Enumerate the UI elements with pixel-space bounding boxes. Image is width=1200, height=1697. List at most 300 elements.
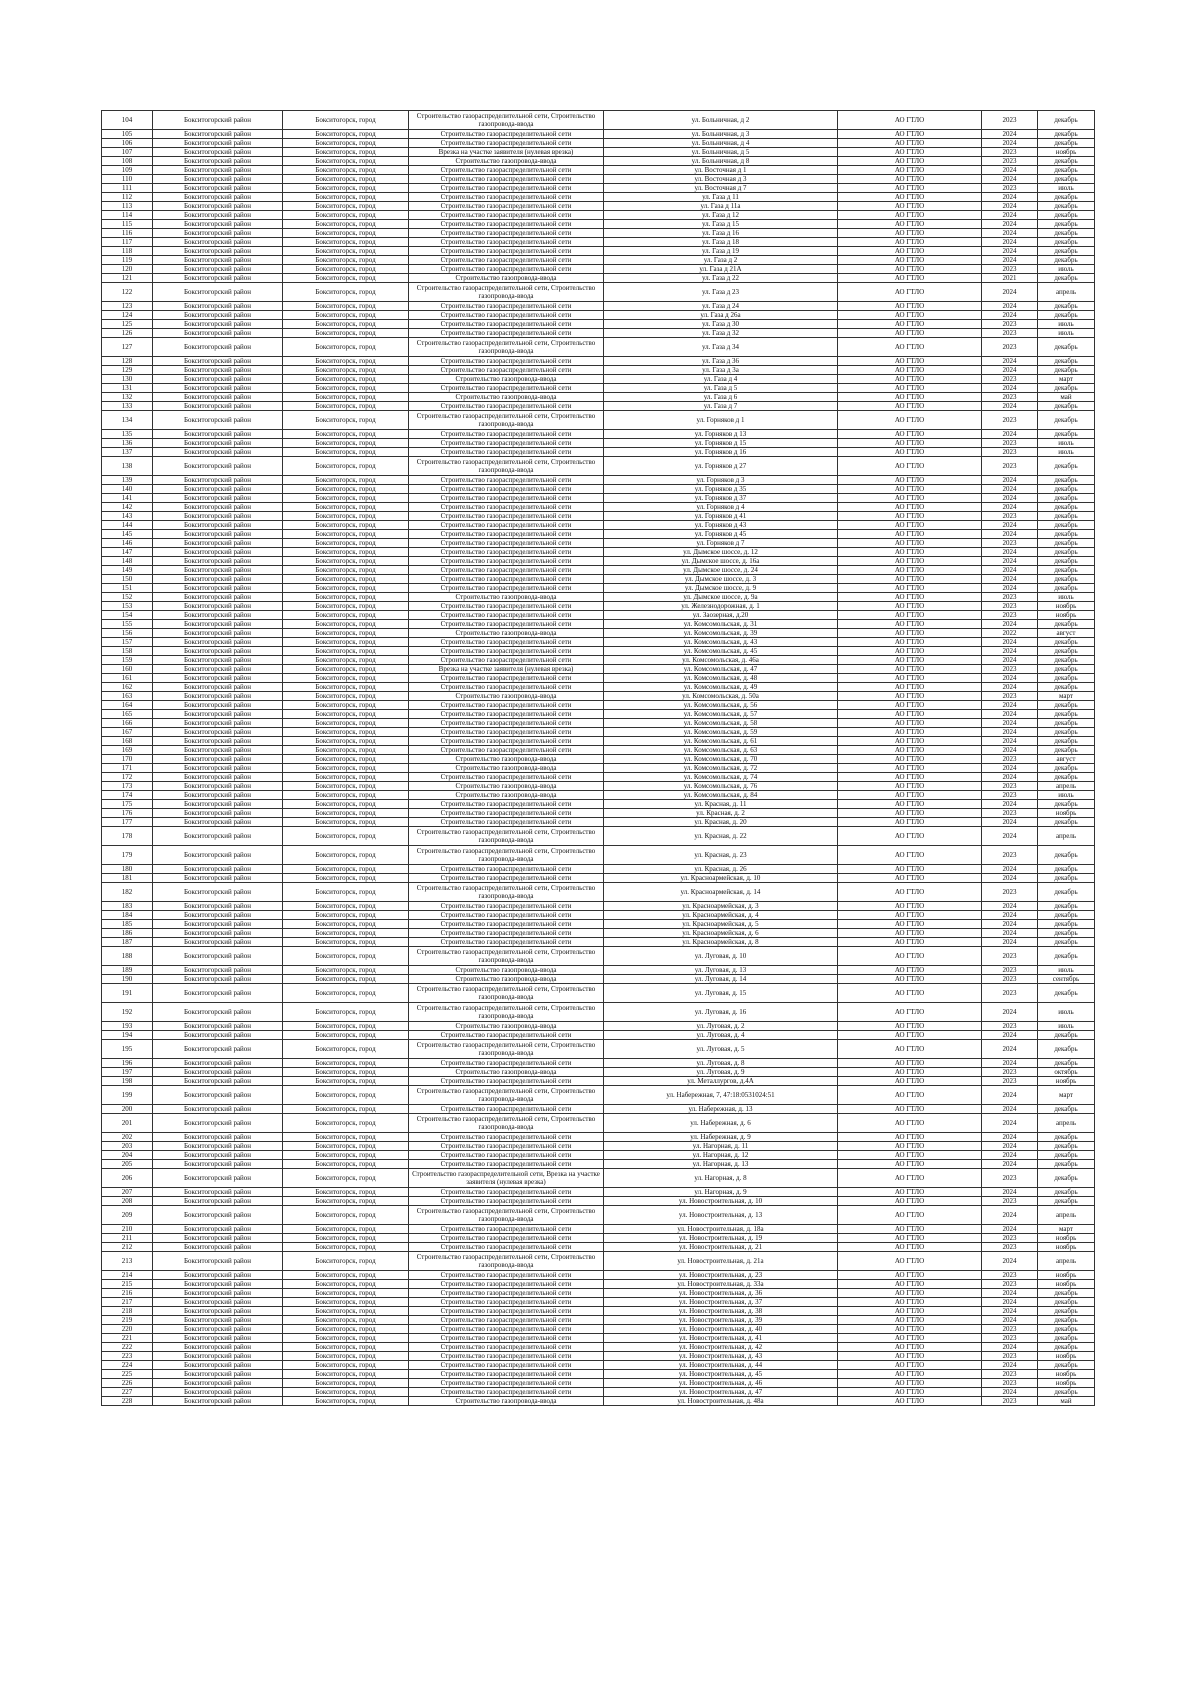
table-row — [102, 701, 1095, 710]
year-cell: 2024 — [982, 530, 1038, 539]
district-cell: Бокситогорский район — [153, 1003, 283, 1022]
month-cell: декабрь — [1038, 139, 1095, 148]
district-cell: Бокситогорский район — [153, 1142, 283, 1151]
table-row — [102, 683, 1095, 692]
month-cell: август — [1038, 629, 1095, 638]
year-cell: 2024 — [982, 1206, 1038, 1225]
month-cell: декабрь — [1038, 818, 1095, 827]
table-row — [102, 665, 1095, 674]
work-type-cell: Строительство газораспределительной сети — [409, 1142, 604, 1151]
district-cell: Бокситогорский район — [153, 1289, 283, 1298]
month-cell: март — [1038, 375, 1095, 384]
contractor-cell: АО ГТЛО — [838, 521, 982, 530]
address-cell: ул. Комсомольская, д. 76 — [604, 782, 838, 791]
address-cell: ул. Луговая, д. 15 — [604, 984, 838, 1003]
year-cell: 2024 — [982, 818, 1038, 827]
address-cell: ул. Горняков д 41 — [604, 512, 838, 521]
settlement-cell: Бокситогорск, город — [283, 818, 409, 827]
table-row — [102, 719, 1095, 728]
year-cell: 2024 — [982, 1105, 1038, 1114]
district-cell: Бокситогорский район — [153, 548, 283, 557]
month-cell: декабрь — [1038, 656, 1095, 665]
contractor-cell: АО ГТЛО — [838, 883, 982, 902]
table-row — [102, 902, 1095, 911]
row-number: 181 — [102, 874, 153, 883]
contractor-cell: АО ГТЛО — [838, 975, 982, 984]
year-cell: 2023 — [982, 755, 1038, 764]
table-row — [102, 448, 1095, 457]
row-number: 228 — [102, 1397, 153, 1406]
district-cell: Бокситогорский район — [153, 1114, 283, 1133]
district-cell: Бокситогорский район — [153, 1370, 283, 1379]
year-cell: 2023 — [982, 539, 1038, 548]
year-cell: 2023 — [982, 448, 1038, 457]
district-cell: Бокситогорский район — [153, 130, 283, 139]
work-type-cell: Строительство газопровода-ввода — [409, 764, 604, 773]
district-cell: Бокситогорский район — [153, 229, 283, 238]
month-cell: декабрь — [1038, 1188, 1095, 1197]
year-cell: 2024 — [982, 430, 1038, 439]
table-row — [102, 1271, 1095, 1280]
table-row — [102, 238, 1095, 247]
address-cell: ул. Газа д 26а — [604, 311, 838, 320]
table-row — [102, 548, 1095, 557]
work-type-cell: Строительство газораспределительной сети — [409, 485, 604, 494]
work-type-cell: Строительство газораспределительной сети — [409, 1225, 604, 1234]
district-cell: Бокситогорский район — [153, 1379, 283, 1388]
work-type-cell: Строительство газораспределительной сети — [409, 311, 604, 320]
district-cell: Бокситогорский район — [153, 656, 283, 665]
district-cell: Бокситогорский район — [153, 1206, 283, 1225]
contractor-cell: АО ГТЛО — [838, 220, 982, 229]
work-type-cell: Строительство газораспределительной сети — [409, 1133, 604, 1142]
month-cell: ноябрь — [1038, 148, 1095, 157]
district-cell: Бокситогорский район — [153, 1188, 283, 1197]
contractor-cell: АО ГТЛО — [838, 602, 982, 611]
month-cell: август — [1038, 755, 1095, 764]
row-number: 145 — [102, 530, 153, 539]
table-row — [102, 1307, 1095, 1316]
month-cell: декабрь — [1038, 1307, 1095, 1316]
district-cell: Бокситогорский район — [153, 902, 283, 911]
address-cell: ул. Дымское шоссе, д. 3 — [604, 575, 838, 584]
settlement-cell: Бокситогорск, город — [283, 238, 409, 247]
work-type-cell: Строительство газораспределительной сети — [409, 920, 604, 929]
row-number: 182 — [102, 883, 153, 902]
address-cell: ул. Новостроительная, д. 33а — [604, 1280, 838, 1289]
work-type-cell: Строительство газораспределительной сети — [409, 211, 604, 220]
year-cell: 2024 — [982, 1086, 1038, 1105]
contractor-cell: АО ГТЛО — [838, 265, 982, 274]
address-cell: ул. Горняков д 45 — [604, 530, 838, 539]
row-number: 121 — [102, 274, 153, 283]
address-cell: ул. Красная, д. 22 — [604, 827, 838, 846]
contractor-cell: АО ГТЛО — [838, 393, 982, 402]
address-cell: ул. Горняков д 43 — [604, 521, 838, 530]
settlement-cell: Бокситогорск, город — [283, 557, 409, 566]
district-cell: Бокситогорский район — [153, 911, 283, 920]
settlement-cell: Бокситогорск, город — [283, 111, 409, 130]
contractor-cell: АО ГТЛО — [838, 1334, 982, 1343]
table-row — [102, 1252, 1095, 1271]
year-cell: 2023 — [982, 512, 1038, 521]
address-cell: ул. Дымское шоссе, д. 9а — [604, 593, 838, 602]
district-cell: Бокситогорский район — [153, 448, 283, 457]
address-cell: ул. Луговая, д. 13 — [604, 966, 838, 975]
contractor-cell: АО ГТЛО — [838, 947, 982, 966]
work-type-cell: Строительство газораспределительной сети — [409, 865, 604, 874]
contractor-cell: АО ГТЛО — [838, 638, 982, 647]
row-number: 224 — [102, 1361, 153, 1370]
row-number: 194 — [102, 1031, 153, 1040]
address-cell: ул. Красноармейская, д. 6 — [604, 929, 838, 938]
row-number: 193 — [102, 1022, 153, 1031]
address-cell: ул. Газа д 16 — [604, 229, 838, 238]
address-cell: ул. Газа д 22 — [604, 274, 838, 283]
work-type-cell: Строительство газораспределительной сети — [409, 1298, 604, 1307]
row-number: 168 — [102, 737, 153, 746]
district-cell: Бокситогорский район — [153, 1397, 283, 1406]
month-cell: декабрь — [1038, 746, 1095, 755]
address-cell: ул. Новостроительная, д. 36 — [604, 1289, 838, 1298]
address-cell: ул. Новостроительная, д. 44 — [604, 1361, 838, 1370]
month-cell: декабрь — [1038, 211, 1095, 220]
month-cell: декабрь — [1038, 883, 1095, 902]
row-number: 112 — [102, 193, 153, 202]
work-type-cell: Строительство газораспределительной сети — [409, 575, 604, 584]
row-number: 185 — [102, 920, 153, 929]
row-number: 177 — [102, 818, 153, 827]
settlement-cell: Бокситогорск, город — [283, 448, 409, 457]
work-type-cell: Строительство газораспределительной сети — [409, 503, 604, 512]
address-cell: ул. Комсомольская, д. 74 — [604, 773, 838, 782]
work-type-cell: Строительство газопровода-ввода — [409, 629, 604, 638]
contractor-cell: АО ГТЛО — [838, 1397, 982, 1406]
contractor-cell: АО ГТЛО — [838, 1225, 982, 1234]
year-cell: 2024 — [982, 902, 1038, 911]
month-cell: декабрь — [1038, 111, 1095, 130]
year-cell: 2024 — [982, 476, 1038, 485]
work-type-cell: Строительство газораспределительной сети, Строительство газопровода-ввода — [409, 984, 604, 1003]
table-row — [102, 638, 1095, 647]
contractor-cell: АО ГТЛО — [838, 1388, 982, 1397]
settlement-cell: Бокситогорск, город — [283, 1142, 409, 1151]
table-row — [102, 737, 1095, 746]
address-cell: ул. Дымское шоссе, д. 12 — [604, 548, 838, 557]
settlement-cell: Бокситогорск, город — [283, 393, 409, 402]
contractor-cell: АО ГТЛО — [838, 130, 982, 139]
row-number: 166 — [102, 719, 153, 728]
row-number: 223 — [102, 1352, 153, 1361]
row-number: 213 — [102, 1252, 153, 1271]
row-number: 149 — [102, 566, 153, 575]
contractor-cell: АО ГТЛО — [838, 1234, 982, 1243]
contractor-cell: АО ГТЛО — [838, 256, 982, 265]
year-cell: 2024 — [982, 874, 1038, 883]
year-cell: 2024 — [982, 202, 1038, 211]
address-cell: ул. Газа д 30 — [604, 320, 838, 329]
district-cell: Бокситогорский район — [153, 728, 283, 737]
row-number: 156 — [102, 629, 153, 638]
year-cell: 2023 — [982, 846, 1038, 865]
address-cell: ул. Горняков д 13 — [604, 430, 838, 439]
settlement-cell: Бокситогорск, город — [283, 1397, 409, 1406]
district-cell: Бокситогорский район — [153, 1325, 283, 1334]
address-cell: ул. Газа д 15 — [604, 220, 838, 229]
district-cell: Бокситогорский район — [153, 157, 283, 166]
contractor-cell: АО ГТЛО — [838, 111, 982, 130]
month-cell: декабрь — [1038, 1059, 1095, 1068]
year-cell: 2024 — [982, 311, 1038, 320]
address-cell: ул. Восточная д 3 — [604, 175, 838, 184]
settlement-cell: Бокситогорск, город — [283, 530, 409, 539]
district-cell: Бокситогорский район — [153, 193, 283, 202]
contractor-cell: АО ГТЛО — [838, 311, 982, 320]
work-type-cell: Строительство газораспределительной сети — [409, 494, 604, 503]
row-number: 105 — [102, 130, 153, 139]
month-cell: декабрь — [1038, 773, 1095, 782]
address-cell: ул. Новостроительная, д. 21а — [604, 1252, 838, 1271]
month-cell: декабрь — [1038, 1105, 1095, 1114]
table-row — [102, 311, 1095, 320]
year-cell: 2024 — [982, 710, 1038, 719]
contractor-cell: АО ГТЛО — [838, 1316, 982, 1325]
settlement-cell: Бокситогорск, город — [283, 1188, 409, 1197]
address-cell: ул. Красноармейская, д. 3 — [604, 902, 838, 911]
year-cell: 2024 — [982, 728, 1038, 737]
settlement-cell: Бокситогорск, город — [283, 184, 409, 193]
row-number: 132 — [102, 393, 153, 402]
table-row — [102, 818, 1095, 827]
table-row — [102, 883, 1095, 902]
address-cell: ул. Луговая, д. 8 — [604, 1059, 838, 1068]
district-cell: Бокситогорский район — [153, 539, 283, 548]
address-cell: ул. Нагорная, д. 12 — [604, 1151, 838, 1160]
settlement-cell: Бокситогорск, город — [283, 283, 409, 302]
work-type-cell: Строительство газораспределительной сети — [409, 439, 604, 448]
table-row — [102, 1197, 1095, 1206]
district-cell: Бокситогорский район — [153, 975, 283, 984]
settlement-cell: Бокситогорск, город — [283, 719, 409, 728]
table-row — [102, 975, 1095, 984]
year-cell: 2023 — [982, 1234, 1038, 1243]
work-type-cell: Строительство газораспределительной сети — [409, 530, 604, 539]
contractor-cell: АО ГТЛО — [838, 557, 982, 566]
year-cell: 2023 — [982, 1379, 1038, 1388]
settlement-cell: Бокситогорск, город — [283, 1225, 409, 1234]
address-cell: ул. Больничная, д 2 — [604, 111, 838, 130]
district-cell: Бокситогорский район — [153, 566, 283, 575]
settlement-cell: Бокситогорск, город — [283, 728, 409, 737]
table-row — [102, 1325, 1095, 1334]
table-row — [102, 1160, 1095, 1169]
address-cell: ул. Новостроительная, д. 42 — [604, 1343, 838, 1352]
work-type-cell: Строительство газораспределительной сети — [409, 902, 604, 911]
settlement-cell: Бокситогорск, город — [283, 274, 409, 283]
table-row — [102, 611, 1095, 620]
work-type-cell: Строительство газораспределительной сети — [409, 247, 604, 256]
year-cell: 2023 — [982, 1197, 1038, 1206]
row-number: 176 — [102, 809, 153, 818]
contractor-cell: АО ГТЛО — [838, 566, 982, 575]
table-row — [102, 728, 1095, 737]
address-cell: ул. Новостроительная, д. 40 — [604, 1325, 838, 1334]
address-cell: ул. Луговая, д. 5 — [604, 1040, 838, 1059]
address-cell: ул. Горняков д 15 — [604, 439, 838, 448]
year-cell: 2023 — [982, 947, 1038, 966]
settlement-cell: Бокситогорск, город — [283, 1068, 409, 1077]
year-cell: 2024 — [982, 737, 1038, 746]
contractor-cell: АО ГТЛО — [838, 411, 982, 430]
contractor-cell: АО ГТЛО — [838, 1160, 982, 1169]
settlement-cell: Бокситогорск, город — [283, 1022, 409, 1031]
row-number: 204 — [102, 1151, 153, 1160]
settlement-cell: Бокситогорск, город — [283, 1059, 409, 1068]
contractor-cell: АО ГТЛО — [838, 966, 982, 975]
settlement-cell: Бокситогорск, город — [283, 1105, 409, 1114]
month-cell: декабрь — [1038, 247, 1095, 256]
district-cell: Бокситогорский район — [153, 175, 283, 184]
work-type-cell: Строительство газораспределительной сети — [409, 202, 604, 211]
address-cell: ул. Комсомольская, д. 59 — [604, 728, 838, 737]
address-cell: ул. Газа д 21А — [604, 265, 838, 274]
settlement-cell: Бокситогорск, город — [283, 827, 409, 846]
work-type-cell: Строительство газораспределительной сети — [409, 701, 604, 710]
district-cell: Бокситогорский район — [153, 393, 283, 402]
row-number: 169 — [102, 746, 153, 755]
year-cell: 2024 — [982, 1388, 1038, 1397]
row-number: 157 — [102, 638, 153, 647]
district-cell: Бокситогорский район — [153, 439, 283, 448]
work-type-cell: Строительство газопровода-ввода — [409, 755, 604, 764]
address-cell: ул. Красноармейская, д. 14 — [604, 883, 838, 902]
contractor-cell: АО ГТЛО — [838, 1059, 982, 1068]
year-cell: 2024 — [982, 638, 1038, 647]
address-cell: ул. Новостроительная, д. 46 — [604, 1379, 838, 1388]
work-type-cell: Строительство газораспределительной сети — [409, 1059, 604, 1068]
year-cell: 2023 — [982, 375, 1038, 384]
table-row — [102, 512, 1095, 521]
contractor-cell: АО ГТЛО — [838, 211, 982, 220]
settlement-cell: Бокситогорск, город — [283, 157, 409, 166]
row-number: 114 — [102, 211, 153, 220]
district-cell: Бокситогорский район — [153, 593, 283, 602]
settlement-cell: Бокситогорск, город — [283, 920, 409, 929]
contractor-cell: АО ГТЛО — [838, 1077, 982, 1086]
address-cell: ул. Горняков д 16 — [604, 448, 838, 457]
settlement-cell: Бокситогорск, город — [283, 256, 409, 265]
address-cell: ул. Железнодорожная, д. 1 — [604, 602, 838, 611]
year-cell: 2023 — [982, 665, 1038, 674]
work-type-cell: Строительство газораспределительной сети — [409, 737, 604, 746]
address-cell: ул. Новостроительная, д. 43 — [604, 1352, 838, 1361]
month-cell: декабрь — [1038, 539, 1095, 548]
work-type-cell: Строительство газораспределительной сети — [409, 1031, 604, 1040]
year-cell: 2023 — [982, 966, 1038, 975]
year-cell: 2023 — [982, 157, 1038, 166]
settlement-cell: Бокситогорск, город — [283, 1077, 409, 1086]
month-cell: декабрь — [1038, 911, 1095, 920]
address-cell: ул. Красная, д. 11 — [604, 800, 838, 809]
settlement-cell: Бокситогорск, город — [283, 584, 409, 593]
district-cell: Бокситогорский район — [153, 746, 283, 755]
district-cell: Бокситогорский район — [153, 800, 283, 809]
table-row — [102, 1068, 1095, 1077]
district-cell: Бокситогорский район — [153, 166, 283, 175]
year-cell: 2024 — [982, 384, 1038, 393]
contractor-cell: АО ГТЛО — [838, 710, 982, 719]
contractor-cell: АО ГТЛО — [838, 809, 982, 818]
address-cell: ул. Горняков д 3 — [604, 476, 838, 485]
contractor-cell: АО ГТЛО — [838, 448, 982, 457]
contractor-cell: АО ГТЛО — [838, 647, 982, 656]
work-type-cell: Строительство газораспределительной сети — [409, 402, 604, 411]
settlement-cell: Бокситогорск, город — [283, 1334, 409, 1343]
work-type-cell: Строительство газораспределительной сети, Строительство газопровода-ввода — [409, 846, 604, 865]
contractor-cell: АО ГТЛО — [838, 494, 982, 503]
work-type-cell: Строительство газораспределительной сети — [409, 448, 604, 457]
table-row — [102, 1352, 1095, 1361]
row-number: 184 — [102, 911, 153, 920]
year-cell: 2024 — [982, 256, 1038, 265]
district-cell: Бокситогорский район — [153, 1068, 283, 1077]
contractor-cell: АО ГТЛО — [838, 593, 982, 602]
address-cell: ул. Комсомольская, д. 49 — [604, 683, 838, 692]
address-cell: ул. Набережная, д. 9 — [604, 1133, 838, 1142]
month-cell: апрель — [1038, 283, 1095, 302]
work-type-cell: Строительство газораспределительной сети — [409, 1234, 604, 1243]
table-row — [102, 166, 1095, 175]
work-type-cell: Строительство газораспределительной сети — [409, 638, 604, 647]
contractor-cell: АО ГТЛО — [838, 1271, 982, 1280]
table-row — [102, 929, 1095, 938]
month-cell: ноябрь — [1038, 1234, 1095, 1243]
year-cell: 2024 — [982, 366, 1038, 375]
month-cell: декабрь — [1038, 1343, 1095, 1352]
year-cell: 2024 — [982, 929, 1038, 938]
work-type-cell: Строительство газораспределительной сети — [409, 557, 604, 566]
table-row — [102, 1316, 1095, 1325]
year-cell: 2023 — [982, 1022, 1038, 1031]
contractor-cell: АО ГТЛО — [838, 229, 982, 238]
district-cell: Бокситогорский район — [153, 111, 283, 130]
settlement-cell: Бокситогорск, город — [283, 366, 409, 375]
contractor-cell: АО ГТЛО — [838, 984, 982, 1003]
district-cell: Бокситогорский район — [153, 719, 283, 728]
month-cell: декабрь — [1038, 638, 1095, 647]
year-cell: 2024 — [982, 357, 1038, 366]
district-cell: Бокситогорский район — [153, 238, 283, 247]
address-cell: ул. Новостроительная, д. 37 — [604, 1298, 838, 1307]
settlement-cell: Бокситогорск, город — [283, 647, 409, 656]
work-type-cell: Строительство газопровода-ввода — [409, 1397, 604, 1406]
contractor-cell: АО ГТЛО — [838, 166, 982, 175]
district-cell: Бокситогорский район — [153, 865, 283, 874]
settlement-cell: Бокситогорск, город — [283, 975, 409, 984]
work-type-cell: Строительство газораспределительной сети — [409, 175, 604, 184]
district-cell: Бокситогорский район — [153, 247, 283, 256]
row-number: 131 — [102, 384, 153, 393]
table-row — [102, 1225, 1095, 1234]
settlement-cell: Бокситогорск, город — [283, 1388, 409, 1397]
year-cell: 2024 — [982, 1188, 1038, 1197]
district-cell: Бокситогорский район — [153, 1234, 283, 1243]
district-cell: Бокситогорский район — [153, 782, 283, 791]
address-cell: ул. Комсомольская, д. 58 — [604, 719, 838, 728]
row-number: 226 — [102, 1379, 153, 1388]
contractor-cell: АО ГТЛО — [838, 719, 982, 728]
work-type-cell: Строительство газораспределительной сети, Строительство газопровода-ввода — [409, 338, 604, 357]
